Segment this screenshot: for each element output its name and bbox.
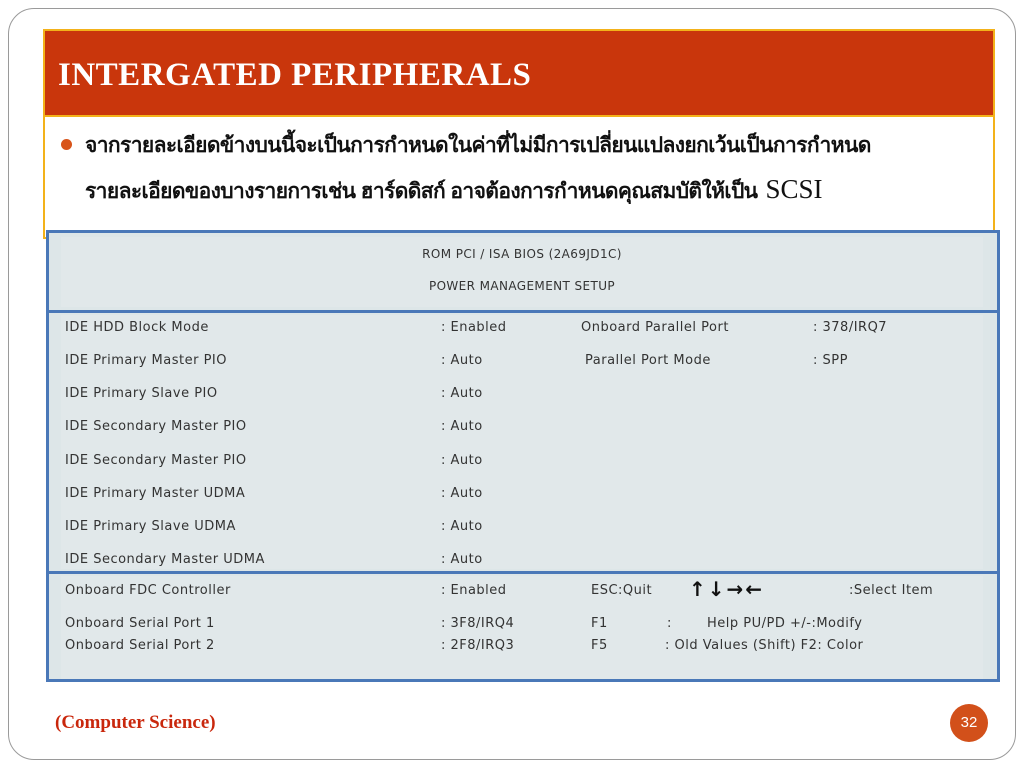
bios-divider [49, 571, 997, 574]
bios-row-label: IDE Secondary Master PIO [65, 453, 247, 468]
bullet-text-line2-body: รายละเอียดของบางรายการเช่น ฮาร์ดดิสก์ อาจต้องการกำหนดคุณสมบัติให้เป็น [85, 180, 758, 203]
bios-key-desc: Help PU/PD +/-:Modify [707, 616, 863, 631]
bios-row-label: IDE Primary Master PIO [65, 353, 227, 368]
bios-row-extra-value: : SPP [813, 353, 848, 368]
bios-row-label: IDE HDD Block Mode [65, 320, 209, 335]
bios-header-title: ROM PCI / ISA BIOS (2A69JD1C) [422, 247, 622, 261]
slide-title: INTERGATED PERIPHERALS [58, 57, 532, 93]
bios-row-value: : Auto [441, 552, 483, 567]
bios-row-label: IDE Secondary Master PIO [65, 419, 247, 434]
bios-row-label: IDE Primary Master UDMA [65, 486, 246, 501]
bios-key-desc: :Select Item [849, 583, 934, 598]
bios-row-value: : Enabled [441, 320, 507, 335]
bios-row-value: : Auto [441, 453, 483, 468]
bios-row-value: : Enabled [441, 583, 507, 598]
bios-row-value: : 3F8/IRQ4 [441, 616, 515, 631]
bios-upper-panel [61, 315, 983, 569]
bios-row-extra-label: Onboard Parallel Port [581, 320, 729, 335]
bios-key-f1: F1 [591, 616, 608, 631]
bios-key-esc: ESC:Quit [591, 583, 653, 598]
bios-row-value: : Auto [441, 486, 483, 501]
bios-row-label: IDE Primary Slave UDMA [65, 519, 236, 534]
bios-row-label: Onboard Serial Port 2 [65, 638, 215, 653]
bios-key-f5: F5 [591, 638, 608, 653]
page-number-badge: 32 [950, 704, 988, 742]
bios-row-value: : Auto [441, 353, 483, 368]
bios-row-label: Onboard FDC Controller [65, 583, 231, 598]
bios-key-separator: : [667, 616, 672, 631]
bios-row-value: : Auto [441, 519, 483, 534]
bullet-text-line2 [85, 174, 822, 208]
bios-header-subtitle: POWER MANAGEMENT SETUP [428, 279, 616, 293]
bios-key-desc: : Old Values (Shift) F2: Color [665, 638, 864, 653]
bios-row-label: IDE Secondary Master UDMA [65, 552, 265, 567]
title-bar [43, 29, 995, 117]
bios-row-label: Onboard Serial Port 1 [65, 616, 215, 631]
bios-row-extra-value: : 378/IRQ7 [813, 320, 888, 335]
bullet-box [43, 117, 995, 239]
bios-lower-panel [61, 576, 983, 679]
bios-row-value: : Auto [441, 386, 483, 401]
bios-row-label: IDE Primary Slave PIO [65, 386, 218, 401]
bios-header [61, 237, 983, 307]
bullet-text-line1: จากรายละเอียดข้างบนนี้จะเป็นการกำหนดในค่าที่ไม่มีการเปลี่ยนแปลงยกเว้นเป็นการกำหนด [85, 134, 871, 157]
bios-screenshot [46, 230, 1000, 682]
bullet-icon [61, 139, 72, 150]
footer-text: (Computer Science) [55, 712, 216, 733]
bullet-term-scsi: SCSI [765, 174, 823, 204]
bios-divider [49, 310, 997, 313]
bios-row-extra-label: Parallel Port Mode [585, 353, 711, 368]
arrow-keys-icon: ↑↓→← [689, 577, 765, 601]
bios-row-value: : 2F8/IRQ3 [441, 638, 515, 653]
bios-row-value: : Auto [441, 419, 483, 434]
